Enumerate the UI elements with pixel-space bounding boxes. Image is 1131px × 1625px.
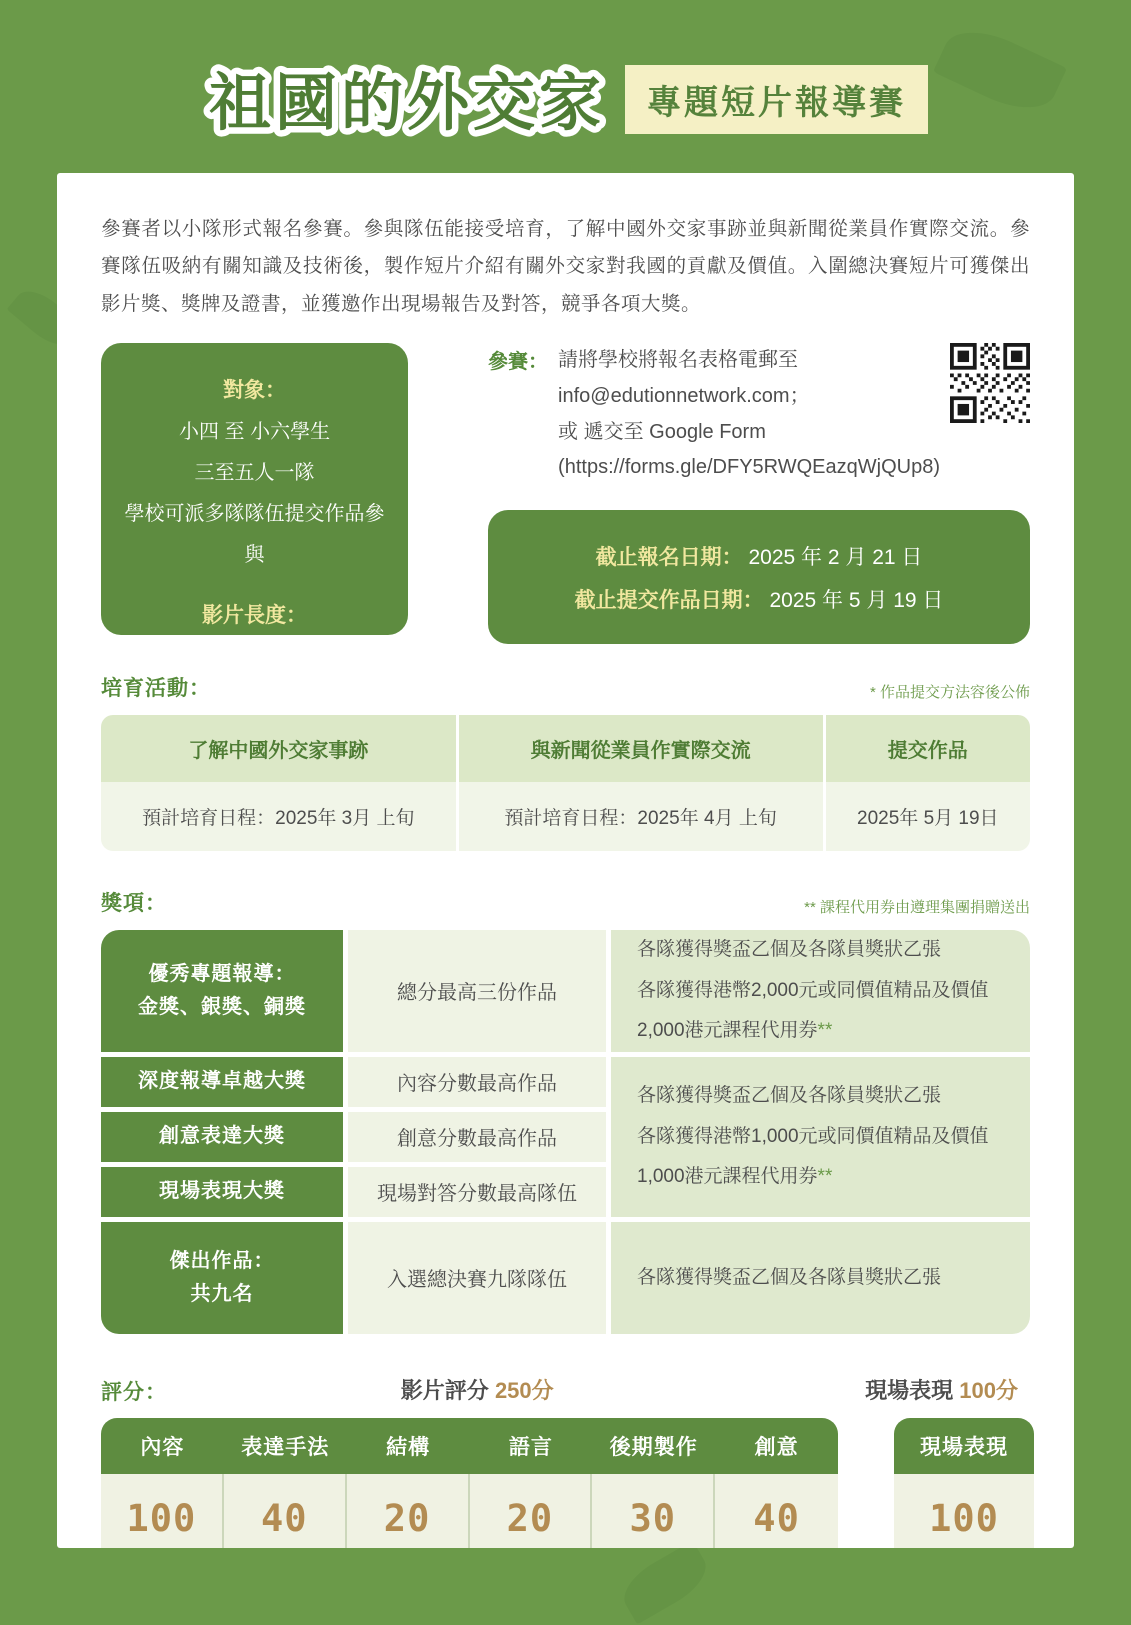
- award-prize-line: 各隊獲得獎盃乙個及各隊員獎狀乙張: [637, 1266, 942, 1288]
- award-name: [101, 930, 343, 1052]
- training-heading: 培育活動：: [101, 676, 211, 700]
- score-value: 40: [753, 1497, 800, 1541]
- film-score-text: 影片評分: [400, 1377, 489, 1403]
- film-score-table-values: [101, 1474, 838, 1548]
- duration-line: 時間長度為 2 - 3 分鐘: [158, 646, 351, 669]
- eligibility-line: 三至五人一隊: [194, 462, 315, 485]
- score-tables: [101, 1418, 1030, 1548]
- entry-email: info@edutionnetwork.com；: [558, 384, 810, 407]
- live-score-table: [894, 1418, 1034, 1548]
- live-score-points: 100分: [959, 1377, 1018, 1403]
- score-column-header: 語言: [508, 1435, 553, 1459]
- award-prize-line: [637, 1011, 1004, 1051]
- deadline-box: [488, 510, 1030, 644]
- scoring-section-header: [101, 1374, 1030, 1404]
- awards-note: ** 課程代用券由遵理集團捐贈送出: [804, 898, 1030, 916]
- qr-code: [950, 343, 1030, 423]
- footnote-mark: **: [817, 1019, 833, 1041]
- live-score-label: [865, 1374, 1018, 1405]
- score-column-header: 現場表現: [920, 1435, 1008, 1459]
- score-value: 20: [470, 1474, 593, 1548]
- award-prize-text: 1,000港元課程代用券: [637, 1165, 818, 1187]
- main-title: 祖國的外交家: [208, 68, 606, 138]
- eligibility-heading: 對象：: [223, 379, 287, 403]
- eligibility-line: 學校可派多隊隊伍提交作品參與: [124, 503, 385, 567]
- live-score-table-values: [894, 1474, 1034, 1548]
- award-prize-line: 各隊獲得獎盃乙個及各隊員獎狀乙張: [637, 1085, 942, 1107]
- award-name: 創意表達大獎: [101, 1112, 343, 1162]
- score-value: 100: [929, 1497, 999, 1541]
- award-criteria: 總分最高三份作品: [348, 930, 606, 1052]
- training-cell: 2025年 5月 19日: [826, 782, 1030, 851]
- entry-line: 請將學校將報名表格電郵至: [558, 349, 799, 372]
- award-prize-line: 各隊獲得港幣2,000元或同價值精品及價值: [637, 979, 989, 1001]
- film-score-table-header: [101, 1418, 838, 1474]
- award-prize: [611, 930, 1030, 1052]
- entry-line: 或 遞交至 Google Form: [558, 420, 766, 443]
- award-name-line: 優秀專題報導：: [148, 962, 296, 985]
- entry-form-url: (https://forms.gle/DFY5RWQEazqWjQUp8): [558, 456, 940, 479]
- eligibility-line: 小四 至 小六學生: [178, 421, 331, 444]
- registration-deadline-date: 2025 年 2 月 21 日: [748, 545, 923, 569]
- award-prize-text: 2,000港元課程代用券: [637, 1019, 818, 1041]
- award-criteria: 內容分數最高作品: [348, 1057, 606, 1107]
- entry-column: [488, 343, 1030, 643]
- score-column-header: 表達手法: [241, 1435, 330, 1459]
- duration-line: (超時將會按情況扣分): [157, 687, 352, 710]
- training-table: [101, 715, 1030, 851]
- footnote-mark: **: [817, 1165, 833, 1187]
- score-column-header: 結構: [386, 1435, 431, 1459]
- poster-header: [0, 0, 1131, 173]
- registration-deadline: [498, 536, 1020, 579]
- live-score-text: 現場表現: [865, 1377, 954, 1403]
- award-name: 深度報導卓越大獎: [101, 1057, 343, 1107]
- training-column-header: 提交作品: [826, 715, 1030, 782]
- score-column-header: 後期製作: [609, 1435, 698, 1459]
- film-score-label: [401, 1374, 554, 1405]
- entry-instructions: [558, 343, 940, 485]
- award-criteria: 入選總決賽九隊隊伍: [348, 1222, 606, 1334]
- score-value: 100: [101, 1474, 224, 1548]
- training-note: * 作品提交方法容後公佈: [869, 683, 1030, 701]
- registration-deadline-label: 截止報名日期：: [595, 545, 743, 569]
- award-criteria: 現場對答分數最高隊伍: [348, 1167, 606, 1217]
- entry-label: 參賽：: [488, 351, 549, 374]
- awards-section-header: [101, 887, 1030, 917]
- training-cell: 預計培育日程：2025年 3月 上旬: [101, 782, 459, 851]
- award-prize: [611, 1222, 1030, 1334]
- entry-info: [488, 343, 1030, 485]
- intro-paragraph: 參賽者以小隊形式報名參賽。參與隊伍能接受培育，了解中國外交家事跡並與新聞從業員作實際交流。參賽隊伍吸納有關知識及技術後，製作短片介紹有關外交家對我國的貢獻及價值。入圍總決賽短片可獲傑出影片獎、獎牌及證書，並獲邀作出現場報告及對答，競爭各項大獎。: [101, 218, 1030, 315]
- submission-deadline: [498, 579, 1020, 622]
- duration-heading: 影片長度：: [202, 604, 308, 628]
- submission-deadline-label: 截止提交作品日期：: [574, 588, 764, 612]
- training-column-header: 了解中國外交家事跡: [101, 715, 459, 782]
- background-leaf-decoration: [615, 1541, 715, 1625]
- score-value: 40: [224, 1474, 347, 1548]
- main-title-graphic: [203, 42, 611, 158]
- award-name: [101, 1222, 343, 1334]
- score-value: 30: [592, 1474, 715, 1548]
- training-cell: 預計培育日程：2025年 4月 上旬: [459, 782, 826, 851]
- awards-heading: 獎項：: [101, 891, 167, 915]
- score-value: 20: [347, 1474, 470, 1548]
- award-prize-line: 各隊獲得港幣1,000元或同價值精品及價值: [637, 1125, 989, 1147]
- score-column-header: 創意: [754, 1435, 799, 1459]
- award-name: 現場表現大獎: [101, 1167, 343, 1217]
- spacer: [115, 576, 394, 594]
- content-card: [57, 173, 1074, 1548]
- film-score-table: [101, 1418, 838, 1548]
- film-score-points: 250分: [494, 1377, 554, 1403]
- score-column-header: 內容: [140, 1435, 185, 1459]
- award-name-line: 傑出作品：: [169, 1249, 275, 1272]
- award-criteria: 創意分數最高作品: [348, 1112, 606, 1162]
- live-score-table-header: [894, 1418, 1034, 1474]
- awards-table: [101, 930, 1030, 1334]
- award-prize-group: [611, 1057, 1030, 1217]
- award-name-line: 金獎、銀獎、銅獎: [138, 995, 306, 1018]
- training-column-header: 與新聞從業員作實際交流: [459, 715, 826, 782]
- submission-deadline-date: 2025 年 5 月 19 日: [769, 588, 944, 612]
- award-prize-line: 各隊獲得獎盃乙個及各隊員獎狀乙張: [637, 939, 942, 961]
- subtitle-banner: 專題短片報導賽: [625, 65, 928, 134]
- scoring-heading: 評分：: [101, 1380, 167, 1404]
- award-name-line: 共九名: [190, 1282, 254, 1305]
- award-prize-line: [637, 1157, 1004, 1197]
